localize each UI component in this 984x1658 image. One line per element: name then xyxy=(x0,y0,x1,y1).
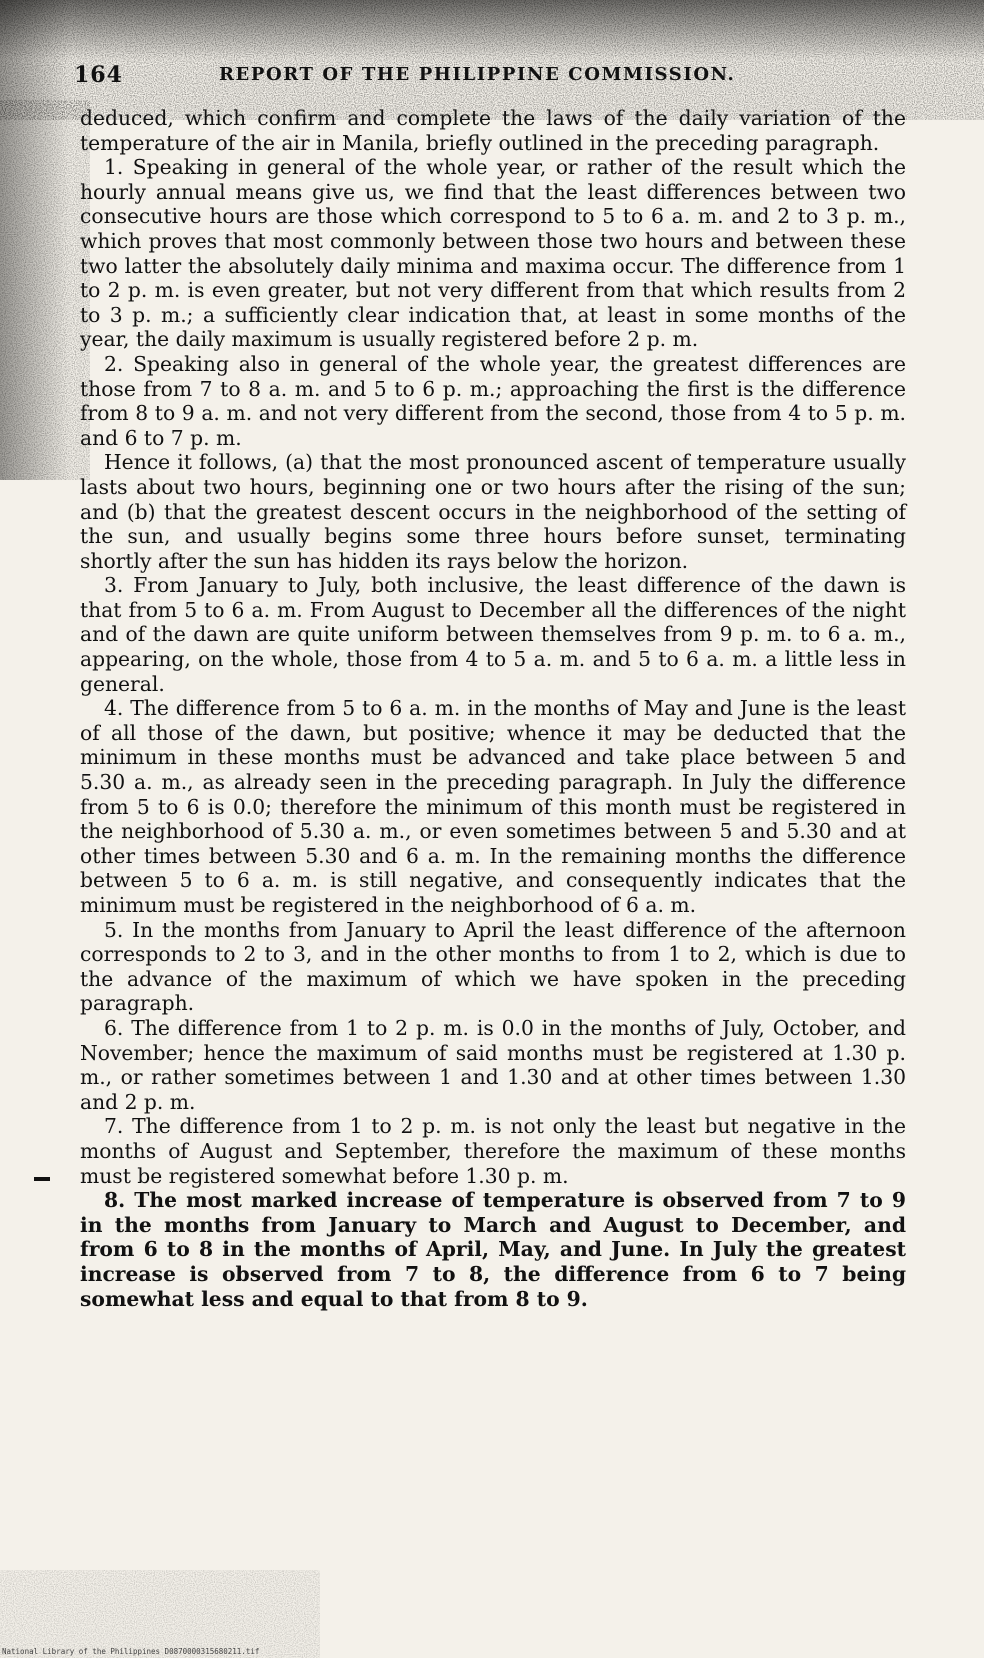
running-title: REPORT OF THE PHILIPPINE COMMISSION. xyxy=(219,64,736,85)
body-text xyxy=(80,106,906,1311)
paragraph-hence: Hence it follows, (a) that the most pronounced ascent of temperature usually lasts about two hours, beginning one or two hours after the rising of the sun; and (b) that the greatest descent occurs in the neighborhood of the setting of the sun, and usually begins some three hours before sunset, terminating shortly after the sun has hidden its rays below the horizon. xyxy=(80,450,906,573)
margin-mark xyxy=(34,1177,50,1181)
paragraph-8: 8. The most marked increase of temperature is observed from 7 to 9 in the months from January to March and August to December, and from 6 to 8 in the months of April, May, and June. In July the greatest increase is observed from 7 to 8, the difference from 6 to 7 being somewhat less and equal to that from 8 to 9. xyxy=(80,1188,906,1311)
paragraph-6: 6. The difference from 1 to 2 p. m. is 0.0 in the months of July, October, and November; hence the maximum of said months must be registered at 1.30 p. m., or rather sometimes between 1 and 1.30 and at other times between 1.30 and 2 p. m. xyxy=(80,1015,906,1114)
page-header xyxy=(64,62,924,92)
paragraph-continued: deduced, which confirm and complete the laws of the daily variation of the temperature of the air in Manila, briefly outlined in the preceding paragraph. xyxy=(80,106,906,155)
paragraph-2: 2. Speaking also in general of the whole year, the greatest differences are those from 7 to 8 a. m. and 5 to 6 p. m.; approaching the first is the difference from 8 to 9 a. m. and not very different from the second, those from 4 to 5 p. m. and 6 to 7 p. m. xyxy=(80,351,906,450)
paragraph-3: 3. From January to July, both inclusive, the least difference of the dawn is that from 5 to 6 a. m. From August to December all the differences of the night and of the dawn are quite uniform between themselves from 9 p. m. to 6 a. m., appearing, on the whole, those from 4 to 5 a. m. and 5 to 6 a. m. a little less in general. xyxy=(80,573,906,696)
paragraph-5: 5. In the months from January to April the least difference of the afternoon corresponds to 2 to 3, and in the other months to from 1 to 2, which is due to the advance of the maximum of which we have spoken in the preceding paragraph. xyxy=(80,917,906,1016)
left-scan-shadow xyxy=(0,0,70,480)
grain-top xyxy=(0,0,984,120)
paragraph-4: 4. The difference from 5 to 6 a. m. in the months of May and June is the least of all those of the dawn, but positive; whence it may be deducted that the minimum in these months must be advanced and take place between 5 and 5.30 a. m., as already seen in the preceding paragraph. In July the difference from 5 to 6 is 0.0; therefore the minimum of this month must be registered in the neighborhood of 5.30 a. m., or even sometimes between 5 and 5.30 and at other times between 5.30 and 6 a. m. In the remaining months the difference between 5 to 6 a. m. is still negative, and consequently indicates that the minimum must be registered in the neighborhood of 6 a. m. xyxy=(80,696,906,917)
scan-footer-label: National Library of the Philippines D0870000315680211.tif xyxy=(2,1647,260,1656)
paragraph-1: 1. Speaking in general of the whole year, or rather of the result which the hourly annual means give us, we find that the least differences between two consecutive hours are those which correspond to 5 to 6 a. m. and 2 to 3 p. m., which proves that most commonly between those two hours and between these two latter the absolutely daily minima and maxima occur. The difference from 1 to 2 p. m. is even greater, but not very different from that which results from 2 to 3 p. m.; a sufficiently clear indication that, at least in some months of the year, the daily maximum is usually registered before 2 p. m. xyxy=(80,155,906,352)
grain-bottom xyxy=(0,1570,320,1658)
page-number: 164 xyxy=(74,62,123,88)
top-scan-shadow xyxy=(0,0,984,60)
grain-left xyxy=(0,100,90,480)
paragraph-7: 7. The difference from 1 to 2 p. m. is not only the least but negative in the months of August and September, therefore the maximum of these months must be registered somewhat before 1.30 p. m. xyxy=(80,1114,906,1188)
